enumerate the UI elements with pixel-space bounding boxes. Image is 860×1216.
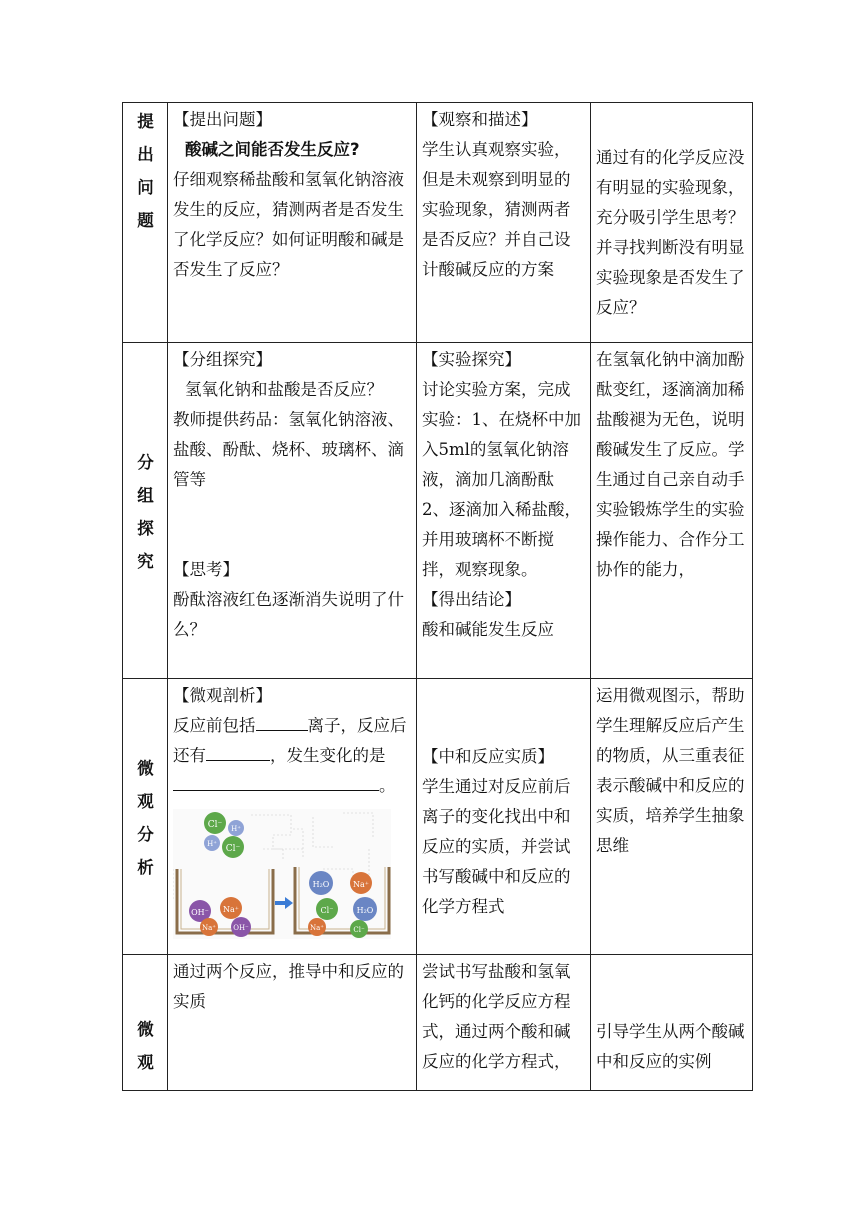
section-heading: 【分组探究】 [173,350,272,369]
activity-text: 讨论实验方案，完成实验：1、在烧杯中加入5ml的氢氧化钠溶液，滴加几滴酚酞 2、逐滴加入稀盐酸，并用玻璃杯不断搅拌，观察现象。 [422,380,581,579]
ion-label: Cl⁻ [320,906,334,915]
stage-char: 析 [137,857,154,877]
teacher-activity-cell [168,343,417,679]
stage-char: 分 [137,452,154,472]
activity-text: 通过两个反应，推导中和反应的实质 [173,962,404,1011]
intent-text: 引导学生从两个酸碱中和反应的实例 [596,1022,745,1071]
stage-char: 微 [137,1020,154,1039]
section-heading: 【得出结论】 [422,590,521,609]
section-heading: 【微观剖析】 [173,686,272,705]
stage-cell [123,955,168,1091]
intent-text: 运用微观图示，帮助学生理解反应后产生的物质，从三重表征表示酸碱中和反应的实质，培养学生抽象思维 [596,686,745,855]
stage-cell [123,103,168,343]
ion-label: OH⁻ [191,908,209,917]
ion-label: Cl⁻ [207,820,223,830]
intent-text: 在氢氧化钠中滴加酚酞变红，逐滴滴加稀盐酸褪为无色，说明酸碱发生了反应。学生通过自己亲自动手实验锻炼学生的实验操作能力、合作分工协作的能力， [596,350,745,579]
student-activity-cell [417,103,591,343]
design-intent-cell [591,343,753,679]
ion-label: H⁺ [231,825,241,833]
ion-label: Na⁺ [202,924,216,932]
stage-char: 观 [137,1053,154,1072]
ion-label: Na⁺ [353,880,369,889]
answer-blank [256,712,308,731]
stage-char: 究 [137,551,154,571]
table-row [123,343,753,679]
spacer [173,495,412,555]
design-intent-cell [591,679,753,955]
stage-char: 题 [137,211,154,230]
section-heading: 【提出问题】 [173,110,272,129]
fill-blank-text [173,711,412,801]
stage-char: 出 [137,145,154,164]
ion-label: H₂O [356,906,374,915]
design-intent-cell [591,103,753,343]
activity-text: 学生通过对反应前后离子的变化找出中和反应的实质，并尝试书写酸碱中和反应的化学方程式 [422,776,571,916]
section-heading: 【思考】 [173,560,239,579]
stage-char: 问 [137,178,154,197]
activity-text: 学生认真观察实验，但是未观察到明显的实验现象，猜测两者是否反应？并自己设计酸碱反应的方案 [422,140,571,279]
table-row [123,955,753,1091]
stage-cell [123,679,168,955]
table-row [123,679,753,955]
ion-label: OH⁻ [233,924,249,932]
blank-prefix-1: 反应前包括 [173,716,256,735]
answer-blank [206,742,270,761]
neutralization-micro-diagram [173,809,391,939]
section-heading: 【中和反应实质】 [422,746,554,766]
blank-suffix: 。 [379,776,396,795]
ion-label: H₂O [312,880,330,889]
activity-text: 教师提供药品：氢氧化钠溶液、盐酸、酚酞、烧杯、玻璃杯、滴管等 [173,410,404,489]
stage-cell [123,343,168,679]
teacher-activity-cell [168,103,417,343]
blank-prefix-2: 离子，反应后还有 [173,716,407,765]
section-heading: 【实验探究】 [422,350,521,369]
activity-text: 尝试书写盐酸和氢氧化钙的化学反应方程式，通过两个酸和碱反应的化学方程式， [422,962,571,1071]
teacher-activity-cell [168,679,417,955]
stage-char: 微 [137,758,154,778]
section-heading: 【观察和描述】 [422,110,538,129]
stage-char: 组 [137,485,154,505]
activity-text: 仔细观察稀盐酸和氢氧化钠溶液发生的反应，猜测两者是否发生了化学反应？如何证明酸和碱是否发生了反应？ [173,170,404,279]
ion-label: Na⁺ [223,905,239,914]
lesson-plan-table [122,102,753,1091]
student-activity-cell [417,955,591,1091]
ion-label: H⁺ [207,840,217,848]
question-text: 酸碱之间能否发生反应? [185,140,360,159]
stage-char: 观 [137,791,154,811]
table-row [123,103,753,343]
student-activity-cell [417,343,591,679]
blank-prefix-3: ，发生变化的是 [270,746,386,765]
intent-text: 通过有的化学反应没有明显的实验现象，充分吸引学生思考？并寻找判断没有明显实验现象是否发生了反应？ [596,148,745,317]
ion-label: Cl⁻ [225,844,241,854]
answer-blank [173,772,379,791]
stage-char: 分 [137,824,154,844]
stage-char: 提 [137,112,154,131]
student-activity-cell [417,679,591,955]
activity-text: 酚酞溶液红色逐渐消失说明了什么？ [173,590,404,639]
ion-label: Cl⁻ [353,926,365,934]
stage-char: 探 [137,518,154,538]
teacher-activity-cell [168,955,417,1091]
activity-text: 酸和碱能发生反应 [422,620,554,639]
ion-label: Na⁺ [310,924,324,932]
question-text: 氢氧化钠和盐酸是否反应？ [185,380,383,399]
design-intent-cell [591,955,753,1091]
